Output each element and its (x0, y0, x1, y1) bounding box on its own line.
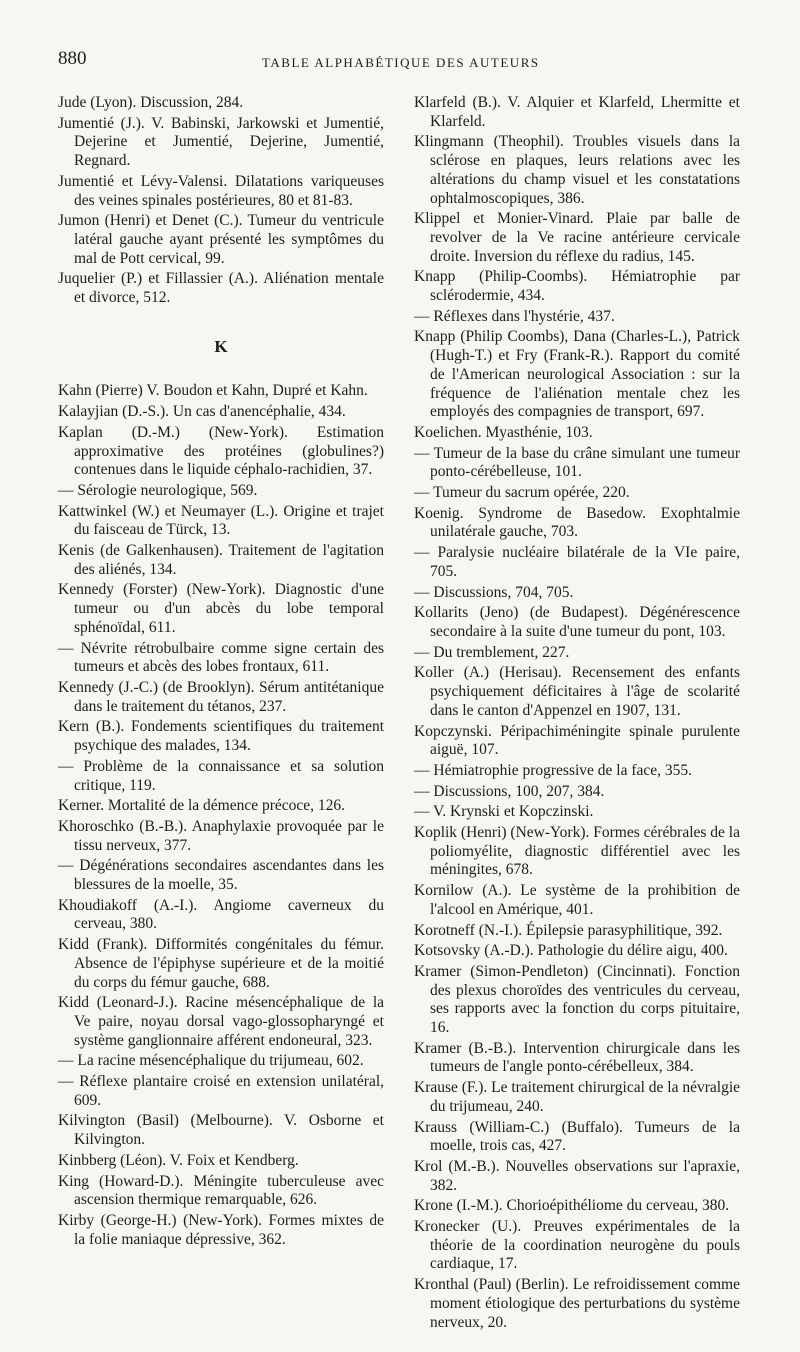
index-entry: Kidd (Leonard-J.). Racine mésencéphalique de la Ve paire, noyau dorsal vago-glossopharyngé et système ganglionnaire afférent endoneural, 323. (58, 994, 384, 1049)
index-entry: Kirby (George-H.) (New-York). Formes mixtes de la folie maniaque dépressive, 362. (58, 1211, 384, 1248)
k-entries (58, 382, 384, 1249)
index-entry: Jumentié (J.). V. Babinski, Jarkowski et Jumentié, Dejerine et Jumentié, Dejerine, Jumentié, Regnard. (58, 114, 384, 170)
index-entry: Kramer (Simon-Pendleton) (Cincinnati). Fonction des plexus choroïdes des ventricules du cerveau, ses rapports avec la fonction du corps pituitaire, 16. (414, 962, 740, 1037)
index-entry: Kalayjian (D.-S.). Un cas d'anencéphalie, 434. (58, 403, 346, 421)
index-entry: Kidd (Frank). Difformités congénitales du fémur. Absence de l'épiphyse supérieure et de la moitié du corps du fémur gauche, 688. (58, 936, 384, 991)
section-heading-k: K (214, 336, 228, 356)
index-entry: Knapp (Philip Coombs), Dana (Charles-L.), Patrick (Hugh-T.) et Fry (Frank-R.). Rapport du comité de l'American neurological Association : sur la fréquence de l'aliénation mentale chez les employés des compagnies de transport, 697. (414, 328, 740, 421)
index-entry: — Paralysie nucléaire bilatérale de la VIe paire, 705. (414, 544, 740, 580)
index-entry: Kopczynski. Péripachiméningite spinale purulente aiguë, 107. (414, 722, 740, 759)
index-entry: — Tumeur du sacrum opérée, 220. (414, 484, 630, 502)
index-entry: — Dégénérations secondaires ascendantes dans les blessures de la moelle, 35. (58, 857, 384, 894)
index-entry: Klippel et Monier-Vinard. Plaie par balle de revolver de la Ve racine antérieure cervicale droite. Inversion du réflexe du radius, 145. (414, 210, 740, 265)
index-entry: Krause (F.). Le traitement chirurgical de la névralgie du trijumeau, 240. (414, 1079, 740, 1115)
index-entry: Kahn (Pierre) V. Boudon et Kahn, Dupré et Kahn. (58, 382, 368, 400)
index-entry: — Névrite rétrobulbaire comme signe certain des tumeurs et abcès des lobes frontaux, 611. (58, 639, 384, 676)
index-entry: Koller (A.) (Herisau). Recensement des enfants psychiquement déficitaires à l'âge de scolarité dans le canton d'Appenzel en 1907, 131. (414, 664, 740, 719)
index-entry: Kollarits (Jeno) (de Budapest). Dégénérescence secondaire à la suite d'une tumeur du pont, 103. (414, 604, 740, 640)
index-entry: Kennedy (Forster) (New-York). Diagnostic d'une tumeur ou d'un abcès du lobe temporal sphénoïdal, 611. (58, 581, 384, 636)
index-entry: Kornilow (A.). Le système de la prohibition de l'alcool en Amérique, 401. (414, 882, 740, 918)
index-entry: Kilvington (Basil) (Melbourne). V. Osborne et Kilvington. (58, 1112, 384, 1149)
index-entry: Krauss (William-C.) (Buffalo). Tumeurs de la moelle, trois cas, 427. (414, 1118, 740, 1155)
index-entry: Khoudiakoff (A.-I.). Angiome caverneux du cerveau, 380. (58, 896, 384, 933)
running-head: TABLE ALPHABÉTIQUE DES AUTEURS (262, 55, 540, 70)
index-entry: Juquelier (P.) et Fillassier (A.). Aliénation mentale et divorce, 512. (58, 270, 384, 307)
index-entry: Jumentié et Lévy-Valensi. Dilatations variqueuses des veines spinales postérieures, 80 et 81-83. (58, 172, 384, 209)
index-entry: King (Howard-D.). Méningite tuberculeuse avec ascension thermique remarquable, 626. (58, 1172, 384, 1209)
index-entry: — Problème de la connaissance et sa solution critique, 119. (58, 757, 384, 794)
index-entry: — Discussions, 704, 705. (414, 583, 574, 601)
j-entries (58, 94, 384, 308)
index-entry: Kattwinkel (W.) et Neumayer (L.). Origine et trajet du faisceau de Türck, 13. (58, 502, 384, 539)
index-entry: Kern (B.). Fondements scientifiques du traitement psychique des malades, 134. (58, 718, 384, 755)
index-entry: Jude (Lyon). Discussion, 284. (58, 94, 244, 111)
index-entry: Krol (M.-B.). Nouvelles observations sur l'apraxie, 382. (414, 1157, 740, 1194)
index-entry: — Hémiatrophie progressive de la face, 355. (414, 761, 693, 779)
index-entry: Kerner. Mortalité de la démence précoce, 126. (58, 797, 346, 815)
index-entry: Kenis (de Galkenhausen). Traitement de l'agitation des aliénés, 134. (58, 542, 384, 578)
index-entry: Khoroschko (B.-B.). Anaphylaxie provoquée par le tissu nerveux, 377. (58, 817, 384, 854)
index-entry: — Du tremblement, 227. (414, 643, 570, 661)
index-entry: Klingmann (Theophil). Troubles visuels dans la sclérose en plaques, leurs relations avec les altérations du champ visuel et les constatations ophtalmoscopiques, 386. (414, 133, 740, 207)
index-entry: Koenig. Syndrome de Basedow. Exophtalmie unilatérale gauche, 703. (414, 504, 740, 541)
index-entry: Kennedy (J.-C.) (de Brooklyn). Sérum antitétanique dans le traitement du tétanos, 237. (58, 678, 384, 715)
index-entry: Klarfeld (B.). V. Alquier et Klarfeld, Lhermitte et Klarfeld. (414, 94, 740, 130)
index-entry: Kronecker (U.). Preuves expérimentales de la théorie de la coordination neurogène du pouls cardiaque, 17. (414, 1218, 740, 1273)
index-entry: — La racine mésencéphalique du trijumeau, 602. (58, 1052, 364, 1070)
index-entry: Koelichen. Myasthénie, 103. (414, 423, 593, 441)
index-entry: Kinbberg (Léon). V. Foix et Kendberg. (58, 1151, 299, 1169)
index-entry: — Réflexes dans l'hystérie, 437. (414, 307, 615, 325)
index-entry: — Sérologie neurologique, 569. (58, 481, 258, 499)
index-entry: Kotsovsky (A.-D.). Pathologie du délire aigu, 400. (414, 942, 728, 960)
index-entry: — Discussions, 100, 207, 384. (414, 782, 605, 800)
index-entry: — Tumeur de la base du crâne simulant une tumeur ponto-cérébelleuse, 101. (414, 444, 740, 481)
index-entry: Krone (I.-M.). Chorioépithéliome du cerveau, 380. (414, 1197, 730, 1215)
index-entry: Kronthal (Paul) (Berlin). Le refroidissement comme moment étiologique des perturbations du système nerveux, 20. (414, 1276, 740, 1331)
right-entries (414, 94, 740, 1332)
page-number: 880 (58, 48, 87, 69)
left-column (58, 94, 384, 1251)
index-entry: Koplik (Henri) (New-York). Formes cérébrales de la poliomyélite, diagnostic différentiel avec les méningites, 678. (414, 824, 740, 879)
index-entry: Kaplan (D.-M.) (New-York). Estimation approximative des protéines (globulines?) contenues dans le liquide céphalo-rachidien, 37. (58, 423, 384, 479)
right-column (414, 94, 740, 1334)
index-entry: Korotneff (N.-I.). Épilepsie parasyphilitique, 392. (414, 921, 723, 939)
index-entry: Jumon (Henri) et Denet (C.). Tumeur du ventricule latéral gauche ayant présenté les symptômes du mal de Pott cervical, 99. (58, 212, 384, 267)
index-entry: — V. Krynski et Kopczinski. (414, 803, 594, 821)
index-entry: Knapp (Philip-Coombs). Hémiatrophie par sclérodermie, 434. (414, 268, 740, 305)
index-entry: Kramer (B.-B.). Intervention chirurgicale dans les tumeurs de l'angle ponto-cérébelleux, 384. (414, 1039, 740, 1076)
index-entry: — Réflexe plantaire croisé en extension unilatéral, 609. (58, 1073, 384, 1109)
